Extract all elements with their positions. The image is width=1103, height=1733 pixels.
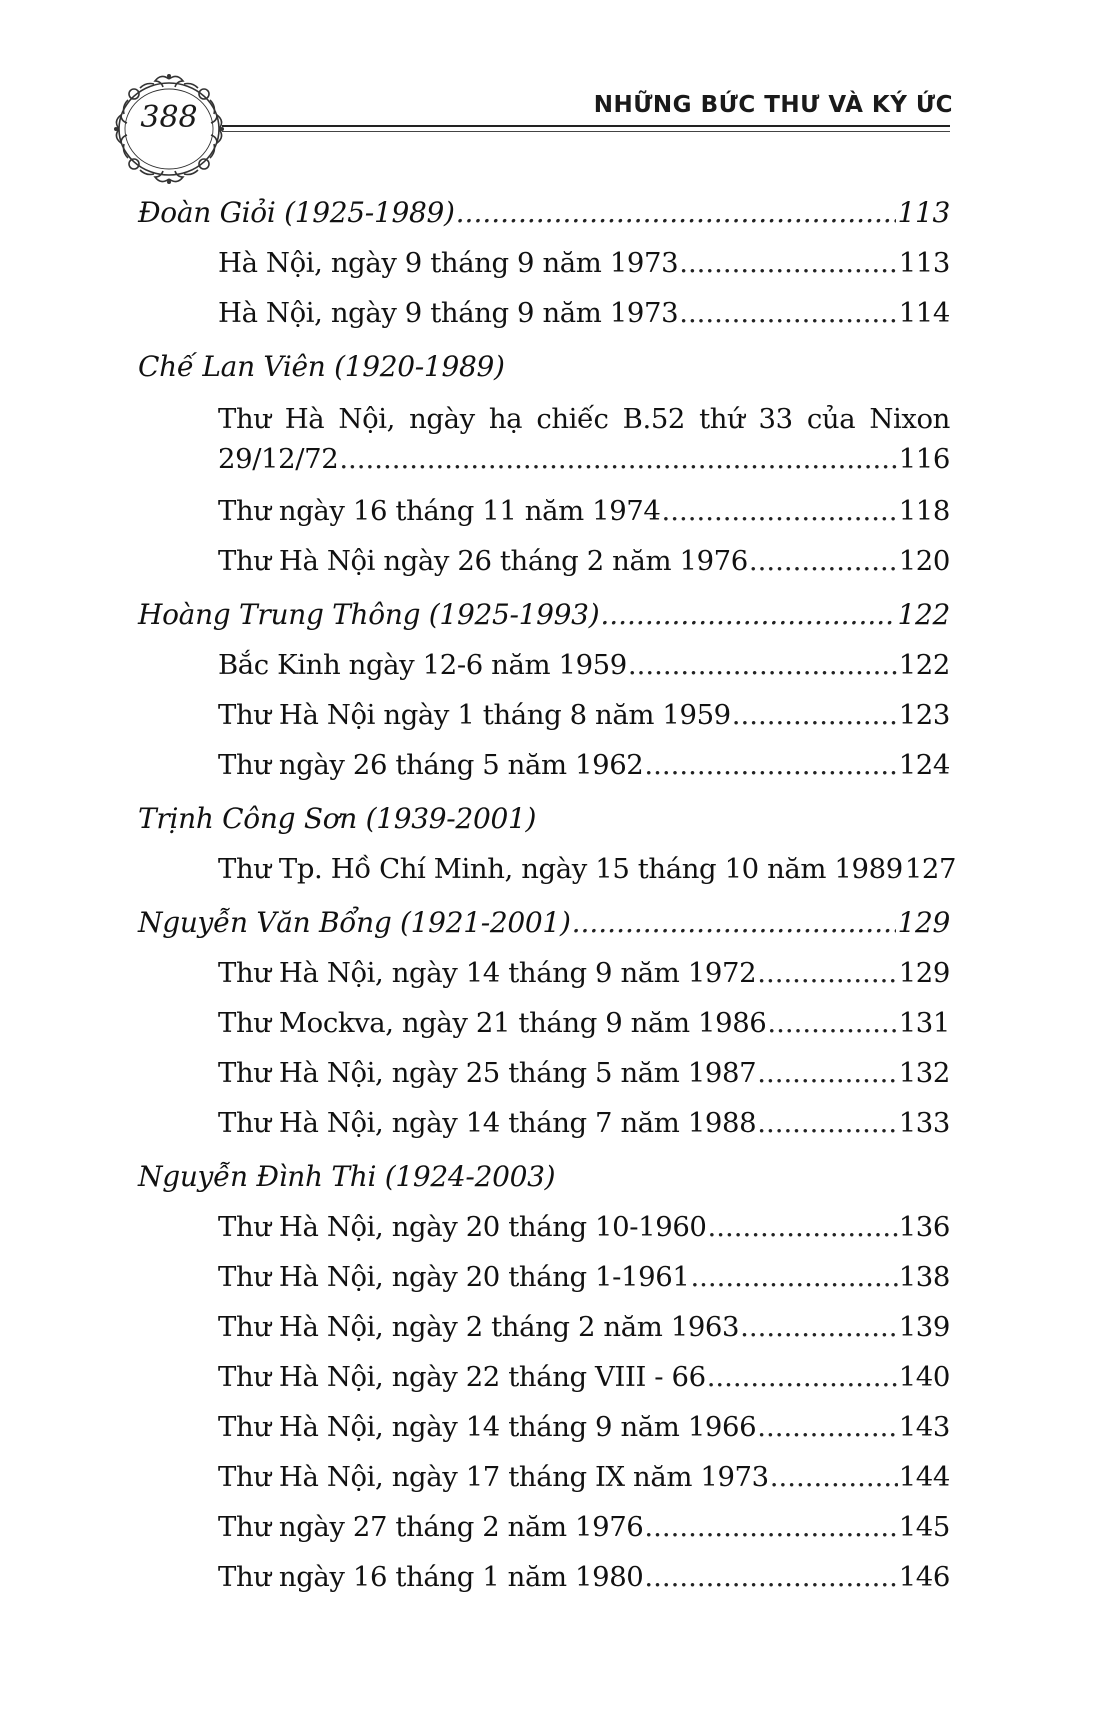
page-ref: 116 — [898, 443, 950, 475]
word: thứ — [699, 403, 745, 435]
page-ref: 113 — [898, 247, 950, 279]
toc-entry[interactable] — [138, 998, 950, 1048]
entry-title: Thư Hà Nội, ngày 25 tháng 5 năm 1987 — [218, 1057, 757, 1089]
entry-title-line2 — [218, 440, 950, 486]
entry-title: Thư Hà Nội ngày 1 tháng 8 năm 1959 — [218, 699, 731, 731]
author-name: Đoàn Giỏi (1925-1989) — [138, 196, 455, 229]
page-ref: 129 — [897, 906, 950, 939]
toc-entry[interactable] — [138, 948, 950, 998]
toc-entry[interactable] — [138, 1502, 950, 1552]
page-ref: 131 — [898, 1007, 950, 1039]
page-ref: 113 — [897, 196, 950, 229]
word: Hà — [284, 403, 325, 435]
dot-leader — [679, 238, 898, 288]
dot-leader — [770, 1452, 898, 1502]
entry-title: Thư Hà Nội ngày 26 tháng 2 năm 1976 — [218, 545, 748, 577]
running-header-title: NHỮNG BỨC THƯ VÀ KÝ ỨC — [593, 92, 953, 118]
page-ref: 120 — [898, 545, 950, 577]
toc-entry[interactable] — [138, 1202, 950, 1252]
page-ref: 136 — [898, 1211, 950, 1243]
dot-leader — [644, 740, 897, 790]
dot-leader — [456, 188, 897, 238]
toc-entry[interactable] — [138, 288, 950, 338]
page-ref: 133 — [898, 1107, 950, 1139]
toc-entry[interactable] — [138, 1352, 950, 1402]
dot-leader — [767, 998, 897, 1048]
word: hạ — [488, 403, 523, 435]
entry-title: Thư Hà Nội, ngày 14 tháng 9 năm 1972 — [218, 957, 757, 989]
page-ref: 146 — [898, 1561, 950, 1593]
entry-title: Thư Hà Nội, ngày 17 tháng IX năm 1973 — [218, 1461, 769, 1493]
dot-leader — [757, 1098, 897, 1148]
entry-title: Bắc Kinh ngày 12-6 năm 1959 — [218, 649, 627, 681]
word: của — [806, 403, 856, 435]
page-ref: 129 — [898, 957, 950, 989]
author-name: Hoàng Trung Thông (1925-1993) — [138, 598, 600, 631]
entry-title: Thư Hà Nội, ngày 2 tháng 2 năm 1963 — [218, 1311, 740, 1343]
toc-author[interactable] — [138, 188, 950, 238]
page-ref: 127 — [904, 853, 957, 885]
toc-author[interactable] — [138, 794, 950, 844]
entry-title: Hà Nội, ngày 9 tháng 9 năm 1973 — [218, 297, 679, 329]
toc-entry-wrapped[interactable] — [138, 400, 950, 486]
dot-leader — [757, 1048, 897, 1098]
entry-title: Thư Hà Nội, ngày 22 tháng VIII - 66 — [218, 1361, 706, 1393]
page-ref: 144 — [898, 1461, 950, 1493]
toc-entry[interactable] — [138, 1048, 950, 1098]
dot-leader — [732, 690, 898, 740]
toc-entry[interactable] — [138, 238, 950, 288]
dot-leader — [690, 1252, 897, 1302]
toc-entry[interactable] — [138, 1252, 950, 1302]
page-ref: 132 — [898, 1057, 950, 1089]
entry-title: Thư ngày 16 tháng 11 năm 1974 — [218, 495, 661, 527]
dot-leader — [628, 640, 898, 690]
entry-title-line1 — [218, 400, 950, 440]
entry-title: Thư Hà Nội, ngày 20 tháng 1-1961 — [218, 1261, 690, 1293]
word: Thư — [218, 403, 271, 435]
page-ref: 138 — [898, 1261, 950, 1293]
toc-entry[interactable] — [138, 1452, 950, 1502]
toc-entry[interactable] — [138, 690, 950, 740]
word: B.52 — [622, 403, 686, 435]
entry-title: Thư Hà Nội, ngày 20 tháng 10-1960 — [218, 1211, 707, 1243]
toc-entry[interactable] — [138, 640, 950, 690]
toc-entry[interactable] — [138, 844, 957, 894]
word: Nixon — [869, 403, 950, 435]
dot-leader — [572, 898, 897, 948]
page-ref: 123 — [898, 699, 950, 731]
page-ref: 124 — [898, 749, 950, 781]
author-name: Chế Lan Viên (1920-1989) — [138, 350, 505, 383]
word: Nội, — [338, 403, 395, 435]
page-ref: 122 — [898, 649, 950, 681]
page-ref: 122 — [897, 598, 950, 631]
entry-title: Thư Hà Nội, ngày 14 tháng 9 năm 1966 — [218, 1411, 757, 1443]
dot-leader — [600, 590, 896, 640]
dot-leader — [339, 440, 897, 478]
toc-author[interactable] — [138, 590, 950, 640]
page-ref: 118 — [898, 495, 950, 527]
toc-author[interactable] — [138, 342, 950, 392]
dot-leader — [644, 1552, 897, 1602]
page-ref: 143 — [898, 1411, 950, 1443]
dot-leader — [644, 1502, 897, 1552]
header-rule — [222, 125, 950, 127]
dot-leader — [679, 288, 898, 338]
toc-entry[interactable] — [138, 486, 950, 536]
word: chiếc — [536, 403, 609, 435]
page-ref: 145 — [898, 1511, 950, 1543]
dot-leader — [757, 948, 897, 998]
entry-title: Thư ngày 27 tháng 2 năm 1976 — [218, 1511, 644, 1543]
word: 33 — [758, 403, 793, 435]
toc-entry[interactable] — [138, 1552, 950, 1602]
entry-title: Hà Nội, ngày 9 tháng 9 năm 1973 — [218, 247, 679, 279]
toc-author[interactable] — [138, 898, 950, 948]
toc-entry[interactable] — [138, 536, 950, 586]
entry-title: Thư Tp. Hồ Chí Minh, ngày 15 tháng 10 năm 1989 — [218, 853, 903, 885]
author-name: Nguyễn Đình Thi (1924-2003) — [138, 1160, 556, 1193]
author-name: Nguyễn Văn Bổng (1921-2001) — [138, 906, 571, 939]
toc-entry[interactable] — [138, 740, 950, 790]
page-ref: 139 — [898, 1311, 950, 1343]
header-rule-thin — [222, 131, 950, 132]
entry-title: Thư ngày 16 tháng 1 năm 1980 — [218, 1561, 644, 1593]
table-of-contents — [138, 184, 957, 1602]
dot-leader — [708, 1202, 898, 1252]
page-ref: 140 — [898, 1361, 950, 1393]
toc-entry[interactable] — [138, 1402, 950, 1452]
toc-author[interactable] — [138, 1152, 950, 1202]
author-name: Trịnh Công Sơn (1939-2001) — [138, 802, 537, 835]
word: ngày — [409, 403, 475, 435]
dot-leader — [662, 486, 898, 536]
dot-leader — [749, 536, 898, 586]
toc-entry[interactable] — [138, 1098, 950, 1148]
page-ref: 114 — [898, 297, 950, 329]
dot-leader — [757, 1402, 897, 1452]
toc-entry[interactable] — [138, 1302, 950, 1352]
entry-title: Thư Hà Nội, ngày 14 tháng 7 năm 1988 — [218, 1107, 757, 1139]
page-number: 388 — [140, 100, 198, 135]
entry-title: Thư Mockva, ngày 21 tháng 9 năm 1986 — [218, 1007, 767, 1039]
entry-title: Thư ngày 26 tháng 5 năm 1962 — [218, 749, 644, 781]
entry-title: 29/12/72 — [218, 443, 339, 475]
dot-leader — [740, 1302, 898, 1352]
dot-leader — [707, 1352, 898, 1402]
